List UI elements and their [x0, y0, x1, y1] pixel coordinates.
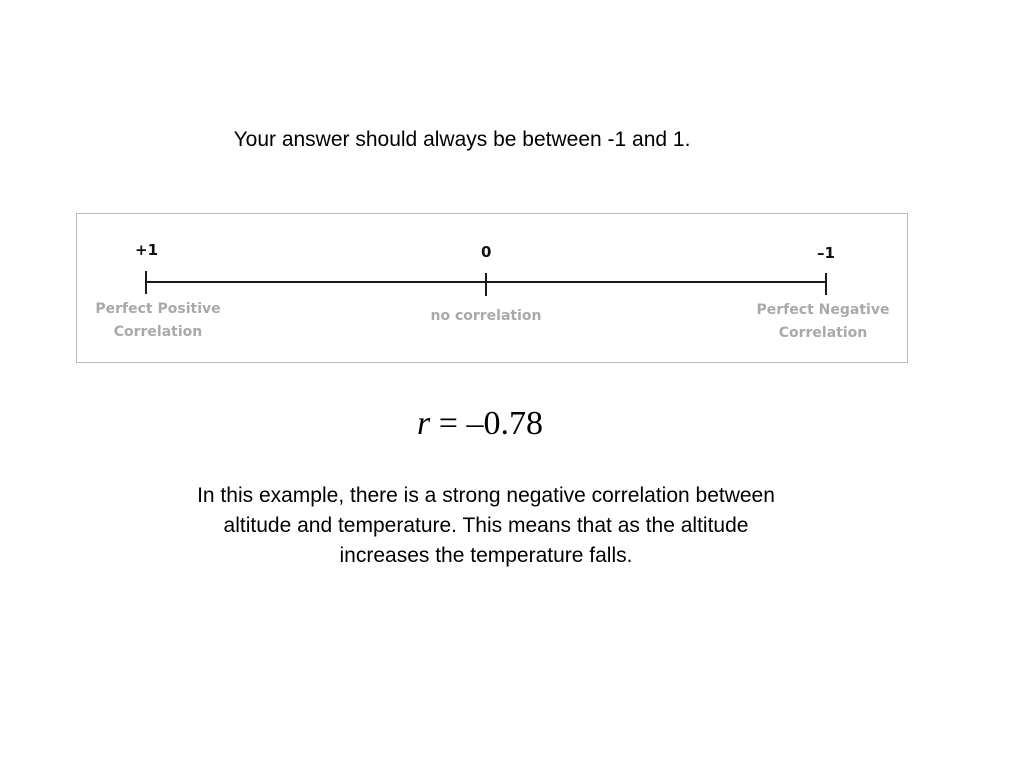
explanation-line-2: altitude and temperature. This means that as the altitude — [223, 514, 749, 537]
equation-variable: r — [417, 405, 431, 442]
explanation-line-3: increases the temperature falls. — [339, 544, 633, 567]
caption-perfect-positive-line2: Correlation — [113, 324, 203, 340]
caption-perfect-negative — [745, 299, 901, 345]
scale-tick-positive — [145, 271, 147, 294]
correlation-scale-figure — [76, 213, 908, 363]
caption-perfect-positive-line1: Perfect Positive — [95, 301, 221, 317]
caption-perfect-positive — [81, 298, 235, 344]
scale-tick-negative — [825, 273, 827, 295]
equation-value: = –0.78 — [430, 405, 543, 442]
scale-label-negative: –1 — [817, 244, 835, 262]
correlation-equation — [380, 400, 580, 448]
scale-tick-zero — [485, 273, 487, 296]
explanation-line-1: In this example, there is a strong negative correlation between — [197, 484, 775, 507]
slide-heading: Your answer should always be between -1 and 1. — [233, 128, 691, 151]
caption-no-correlation: no correlation — [430, 308, 542, 324]
caption-perfect-negative-line2: Correlation — [778, 325, 868, 341]
caption-perfect-negative-line1: Perfect Negative — [756, 302, 890, 318]
scale-label-zero: 0 — [481, 243, 492, 261]
explanation-paragraph — [112, 481, 860, 571]
scale-label-positive: +1 — [135, 241, 159, 259]
